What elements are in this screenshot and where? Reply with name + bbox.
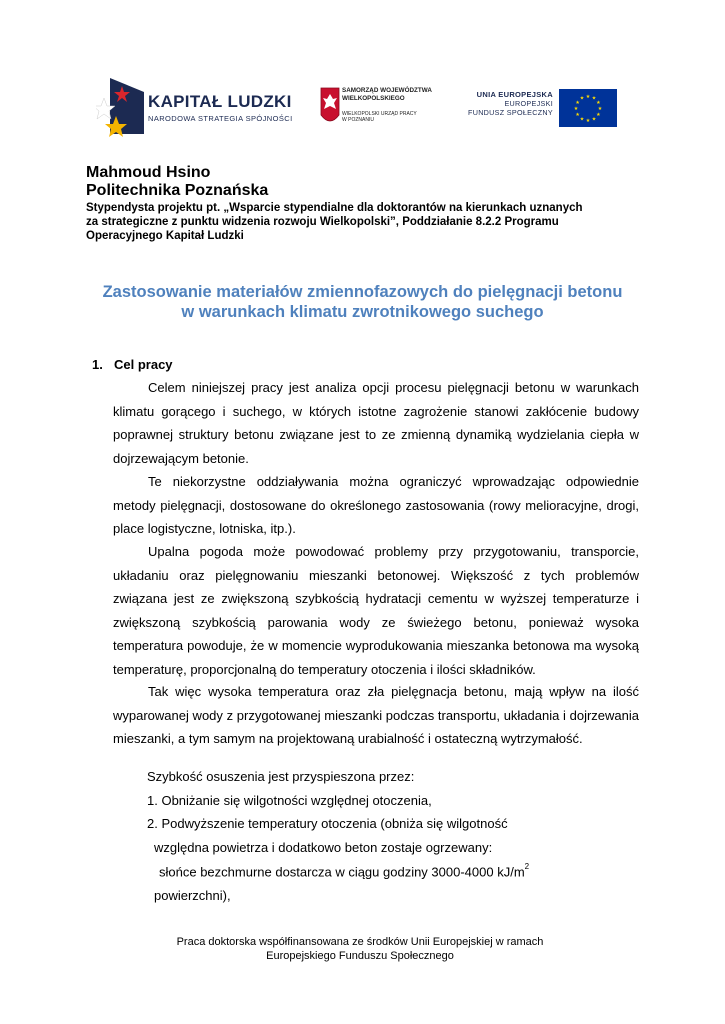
author-name: Mahmoud Hsino <box>86 164 211 181</box>
svg-text:★: ★ <box>585 94 591 100</box>
svg-text:★: ★ <box>585 118 591 124</box>
eu-logo-text <box>455 90 553 117</box>
kapital-ludzki-subtitle: NARODOWA STRATEGIA SPÓJNOŚCI <box>148 114 293 123</box>
eagle-crest-icon <box>320 87 340 127</box>
energy-text: słońce bezchmurne dostarcza w ciągu godziny 3000-4000 kJ/m <box>159 864 525 880</box>
svg-text:★: ★ <box>596 100 601 106</box>
svg-text:★: ★ <box>575 100 580 106</box>
scholarship-line: Operacyjnego Kapitał Ludzki <box>86 230 244 242</box>
superscript: 2 <box>524 862 530 871</box>
kapital-ludzki-star-icon <box>96 76 146 138</box>
scholarship-line: Stypendysta projektu pt. „Wsparcie stypendialne dla doktorantów na kierunkach uznanych <box>86 202 583 214</box>
list-item: 1. Obniżanie się wilgotności względnej otoczenia, <box>147 793 432 808</box>
kapital-ludzki-logo <box>96 76 293 138</box>
eu-line2: EUROPEJSKI <box>504 99 553 108</box>
list-intro: Szybkość osuszenia jest przyspieszona przez: <box>147 769 415 784</box>
section-heading <box>92 357 173 372</box>
samorzad-line2: WIELKOPOLSKIEGO <box>342 94 405 102</box>
paragraph <box>113 470 639 541</box>
paragraph <box>113 540 639 681</box>
list-item-continuation <box>159 864 529 879</box>
eu-line1: UNIA EUROPEJSKA <box>476 90 553 99</box>
eu-line3: FUNDUSZ SPOŁECZNY <box>468 108 553 117</box>
university-name: Politechnika Poznańska <box>86 182 269 199</box>
paragraph-text: Tak więc wysoka temperatura oraz zła pielęgnacja betonu, mają wpływ na ilość wyparowanej wody z przygotowanej mieszanki podczas transportu, układania i dojrzewania mieszanki, a tym samym na projektowaną urabialność i ostateczną wytrzymałość. <box>113 684 639 746</box>
title-line1: Zastosowanie materiałów zmiennofazowych do pielęgnacji betonu <box>102 283 623 301</box>
paragraph-text: Te niekorzystne oddziaływania można ograniczyć wprowadzając odpowiednie metody pielęgnacji, dostosowane do określonego zastosowania (rowy melioracyjne, drogi, place logistyczne, lotniska, itp.). <box>113 474 639 536</box>
title-line2: w warunkach klimatu zwrotnikowego suchego <box>181 303 544 321</box>
svg-text:★: ★ <box>591 95 597 102</box>
wup-line1: WIELKOPOLSKI URZĄD PRACY <box>342 111 417 117</box>
svg-text:★: ★ <box>591 116 597 123</box>
scholarship-line: za strategiczne z punktu widzenia rozwoju Wielkopolski”, Poddziałanie 8.2.2 Programu <box>86 216 559 228</box>
kapital-ludzki-title: KAPITAŁ LUDZKI <box>148 92 292 111</box>
section-title: Cel pracy <box>114 357 173 372</box>
footer-line1: Praca doktorska współfinansowana ze środków Unii Europejskiej w ramach <box>176 936 544 948</box>
list-item: 2. Podwyższenie temperatury otoczenia (obniża się wilgotność <box>147 816 508 831</box>
section-number: 1. <box>92 357 103 372</box>
svg-text:★: ★ <box>579 95 585 102</box>
svg-text:★: ★ <box>575 112 580 118</box>
samorzad-name <box>342 87 432 102</box>
samorzad-line1: SAMORZĄD WOJEWÓDZTWA <box>342 87 432 94</box>
svg-text:★: ★ <box>597 106 603 112</box>
svg-text:★: ★ <box>596 112 601 118</box>
footer-line2: Europejskiego Funduszu Społecznego <box>266 950 454 962</box>
paragraph <box>113 376 639 470</box>
wup-line2: W POZNANIU <box>342 117 374 123</box>
samorzad-logo <box>320 85 440 135</box>
svg-text:★: ★ <box>579 116 585 123</box>
document-title <box>60 282 665 322</box>
svg-text:★: ★ <box>573 106 579 112</box>
paragraph-text: Celem niniejszej pracy jest analiza opcji procesu pielęgnacji betonu w warunkach klimatu gorącego i suchego, w których istotne zagrożenie stanowi zakłócenie budowy poprawnej struktury betonu związane jest to ze zmienną dynamiką wydzielania ciepła w dojrzewającym betonie. <box>113 380 639 466</box>
scholarship-info <box>86 201 626 243</box>
list-item-continuation: powierzchni), <box>154 888 231 903</box>
paragraph-text: Upalna pogoda może powodować problemy przy przygotowaniu, transporcie, układaniu oraz pielęgnowaniu mieszanki betonowej. Większość z tych problemów związana jest ze zwiększoną szybkością hydratacji cementu w wyższej temperaturze i zwiększoną szybkością parowania wody ze świeżego betonu, ponieważ wysoka temperatura powoduje, że w momencie wyprodukowania mieszanka betonowa ma wysoką temperaturę, proporcjonalną do temperatury otoczenia i ilości składników. <box>113 544 639 677</box>
list-item-continuation: względna powietrza i dodatkowo beton zostaje ogrzewany: <box>154 840 493 855</box>
eu-flag-icon <box>559 89 617 127</box>
page-footer <box>80 935 640 963</box>
wup-name <box>342 111 417 123</box>
paragraph <box>113 680 639 751</box>
